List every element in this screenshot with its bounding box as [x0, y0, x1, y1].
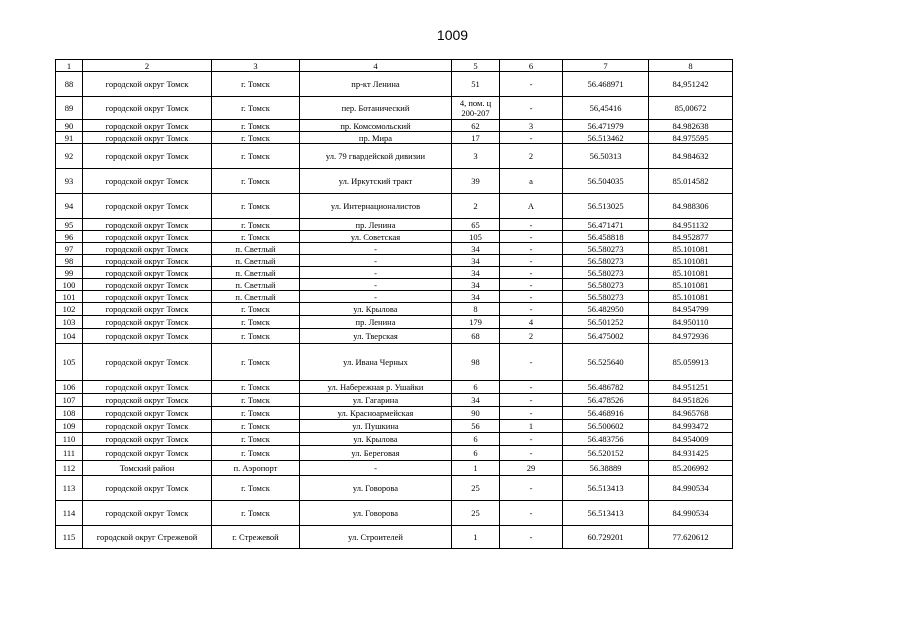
table-row — [56, 169, 733, 194]
table-cell: 108 — [56, 407, 83, 420]
table-row — [56, 291, 733, 303]
table-cell: ул. Красноармейская — [300, 407, 452, 420]
table-cell: г. Томск — [212, 329, 300, 344]
table-cell: 34 — [452, 267, 500, 279]
table-cell: г. Томск — [212, 231, 300, 243]
table-cell: 8 — [452, 303, 500, 316]
table-cell: 34 — [452, 255, 500, 267]
table-cell: ул. Гагарина — [300, 394, 452, 407]
table-cell: 103 — [56, 316, 83, 329]
table-cell: городской округ Томск — [83, 267, 212, 279]
table-cell: г. Томск — [212, 316, 300, 329]
table-cell: - — [500, 255, 563, 267]
table-cell: ул. Говорова — [300, 476, 452, 501]
table-cell: г. Томск — [212, 407, 300, 420]
table-cell: 56.513462 — [563, 132, 649, 144]
table-cell: 56.478526 — [563, 394, 649, 407]
table-cell: 85.014582 — [649, 169, 733, 194]
table-cell: 29 — [500, 461, 563, 476]
table-cell: 104 — [56, 329, 83, 344]
table-cell: п. Светлый — [212, 291, 300, 303]
table-row — [56, 144, 733, 169]
table-cell: - — [500, 279, 563, 291]
address-coordinates-table — [55, 59, 733, 549]
table-cell: г. Томск — [212, 446, 300, 461]
table-cell: 90 — [452, 407, 500, 420]
table-cell: ул. Советская — [300, 231, 452, 243]
table-cell: - — [500, 407, 563, 420]
table-cell: 56.483756 — [563, 433, 649, 446]
table-cell: - — [500, 394, 563, 407]
table-cell: 95 — [56, 219, 83, 231]
table-cell: 84.951251 — [649, 381, 733, 394]
table-cell: городской округ Томск — [83, 194, 212, 219]
table-cell: пр. Мира — [300, 132, 452, 144]
table-cell: 85.101081 — [649, 255, 733, 267]
table-cell: п. Аэропорт — [212, 461, 300, 476]
table-cell: 56.580273 — [563, 267, 649, 279]
table-row — [56, 303, 733, 316]
column-header: 5 — [452, 60, 500, 72]
table-cell: городской округ Томск — [83, 476, 212, 501]
column-header: 6 — [500, 60, 563, 72]
table-row — [56, 446, 733, 461]
table-cell: 84.952877 — [649, 231, 733, 243]
table-cell: городской округ Томск — [83, 303, 212, 316]
table-cell: 34 — [452, 291, 500, 303]
table-cell: - — [300, 461, 452, 476]
table-cell: 62 — [452, 120, 500, 132]
table-row — [56, 279, 733, 291]
table-cell: городской округ Томск — [83, 394, 212, 407]
table-cell: 84.931425 — [649, 446, 733, 461]
table-cell: 56.580273 — [563, 255, 649, 267]
table-cell: 92 — [56, 144, 83, 169]
table-cell: 25 — [452, 501, 500, 526]
table-cell: - — [500, 72, 563, 97]
table-cell: пр. Ленина — [300, 219, 452, 231]
table-cell: - — [500, 132, 563, 144]
table-cell: 56.458818 — [563, 231, 649, 243]
table-cell: - — [500, 526, 563, 549]
table-cell: - — [500, 344, 563, 381]
table-row — [56, 407, 733, 420]
table-row — [56, 316, 733, 329]
table-cell: 102 — [56, 303, 83, 316]
table-cell: 68 — [452, 329, 500, 344]
table-cell: 56.50313 — [563, 144, 649, 169]
table-cell: 112 — [56, 461, 83, 476]
table-row — [56, 194, 733, 219]
table-cell: 84.951826 — [649, 394, 733, 407]
table-cell: городской округ Томск — [83, 446, 212, 461]
table-cell: 1 — [452, 526, 500, 549]
table-cell: - — [500, 291, 563, 303]
table-cell: - — [500, 303, 563, 316]
table-cell: 107 — [56, 394, 83, 407]
table-row — [56, 243, 733, 255]
column-header: 2 — [83, 60, 212, 72]
table-cell: 84.954009 — [649, 433, 733, 446]
table-cell: Томский район — [83, 461, 212, 476]
table-cell: 85.101081 — [649, 291, 733, 303]
table-cell: 84.965768 — [649, 407, 733, 420]
table-cell: 34 — [452, 394, 500, 407]
table-cell: городской округ Томск — [83, 120, 212, 132]
table-cell: 34 — [452, 243, 500, 255]
table-cell: г. Томск — [212, 381, 300, 394]
table-cell: городской округ Томск — [83, 344, 212, 381]
table-cell: - — [300, 267, 452, 279]
table-cell: г. Томск — [212, 120, 300, 132]
table-cell: 99 — [56, 267, 83, 279]
table-cell: 56.468916 — [563, 407, 649, 420]
table-cell: 179 — [452, 316, 500, 329]
table-cell: ул. Говорова — [300, 501, 452, 526]
table-cell: городской округ Томск — [83, 255, 212, 267]
table-cell: - — [500, 243, 563, 255]
table-cell: 89 — [56, 97, 83, 120]
table-cell: 85.101081 — [649, 243, 733, 255]
table-cell: 109 — [56, 420, 83, 433]
table-cell: г. Томск — [212, 394, 300, 407]
table-cell: 85.101081 — [649, 279, 733, 291]
table-cell: 51 — [452, 72, 500, 97]
table-cell: г. Томск — [212, 420, 300, 433]
table-cell: 91 — [56, 132, 83, 144]
table-row — [56, 526, 733, 549]
table-cell: 113 — [56, 476, 83, 501]
table-cell: 84.990534 — [649, 501, 733, 526]
table-cell: п. Светлый — [212, 279, 300, 291]
table-cell: ул. Тверская — [300, 329, 452, 344]
table-cell: 6 — [452, 446, 500, 461]
table-cell: 94 — [56, 194, 83, 219]
table-cell: г. Томск — [212, 501, 300, 526]
table-row — [56, 420, 733, 433]
table-cell: городской округ Томск — [83, 243, 212, 255]
table-cell: 56.475002 — [563, 329, 649, 344]
table-cell: 17 — [452, 132, 500, 144]
table-cell: 56.520152 — [563, 446, 649, 461]
header-row — [56, 60, 733, 72]
table-row — [56, 433, 733, 446]
table-cell: 111 — [56, 446, 83, 461]
table-cell: 84.972936 — [649, 329, 733, 344]
table-cell: 56.513413 — [563, 476, 649, 501]
table-cell: - — [500, 433, 563, 446]
table-cell: - — [500, 501, 563, 526]
table-cell: городской округ Томск — [83, 433, 212, 446]
table-cell: 56.500602 — [563, 420, 649, 433]
table-cell: г. Томск — [212, 476, 300, 501]
table-cell: городской округ Томск — [83, 72, 212, 97]
table-cell: 56.580273 — [563, 243, 649, 255]
table-cell: г. Томск — [212, 169, 300, 194]
table-row — [56, 219, 733, 231]
table-cell: городской округ Томск — [83, 279, 212, 291]
table-cell: 34 — [452, 279, 500, 291]
table-cell: 60.729201 — [563, 526, 649, 549]
table-cell: 98 — [56, 255, 83, 267]
table-row — [56, 476, 733, 501]
table-row — [56, 231, 733, 243]
table-cell: ул. Береговая — [300, 446, 452, 461]
table-cell: городской округ Томск — [83, 169, 212, 194]
column-header: 3 — [212, 60, 300, 72]
table-cell: 84.988306 — [649, 194, 733, 219]
table-cell: пр. Ленина — [300, 316, 452, 329]
table-cell: 97 — [56, 243, 83, 255]
table-cell: ул. 79 гвардейской дивизии — [300, 144, 452, 169]
table-cell: г. Томск — [212, 303, 300, 316]
table-cell: 100 — [56, 279, 83, 291]
table-cell: - — [300, 255, 452, 267]
table-cell: 56.525640 — [563, 344, 649, 381]
table-cell: 56.513413 — [563, 501, 649, 526]
table-cell: г. Томск — [212, 72, 300, 97]
table-cell: ул. Интернационалистов — [300, 194, 452, 219]
table-cell: городской округ Томск — [83, 97, 212, 120]
table-cell: 56.482950 — [563, 303, 649, 316]
table-cell: 56.580273 — [563, 279, 649, 291]
table-row — [56, 97, 733, 120]
table-cell: городской округ Томск — [83, 132, 212, 144]
table-cell: - — [500, 476, 563, 501]
table-cell: г. Томск — [212, 97, 300, 120]
table-cell: 65 — [452, 219, 500, 231]
column-header: 1 — [56, 60, 83, 72]
table-cell: 96 — [56, 231, 83, 243]
table-cell: г. Томск — [212, 344, 300, 381]
table-cell: пр. Комсомольский — [300, 120, 452, 132]
table-cell: городской округ Томск — [83, 231, 212, 243]
table-row — [56, 132, 733, 144]
table-cell: 85,00672 — [649, 97, 733, 120]
table-cell: ул. Крылова — [300, 303, 452, 316]
table-cell: п. Светлый — [212, 255, 300, 267]
table-cell: 4 — [500, 316, 563, 329]
table-row — [56, 501, 733, 526]
table-cell: городской округ Томск — [83, 219, 212, 231]
table-cell: - — [500, 267, 563, 279]
table-row — [56, 267, 733, 279]
table-cell: 2 — [452, 194, 500, 219]
table-cell: 84.975595 — [649, 132, 733, 144]
table-cell: 3 — [452, 144, 500, 169]
table-cell: городской округ Томск — [83, 420, 212, 433]
table-cell: 93 — [56, 169, 83, 194]
table-cell: городской округ Томск — [83, 381, 212, 394]
table-cell: 105 — [56, 344, 83, 381]
table-cell: городской округ Томск — [83, 144, 212, 169]
table-cell: 106 — [56, 381, 83, 394]
table-cell: 2 — [500, 144, 563, 169]
table-cell: пер. Ботанический — [300, 97, 452, 120]
table-cell: А — [500, 194, 563, 219]
table-cell: 85.101081 — [649, 267, 733, 279]
table-cell: 6 — [452, 433, 500, 446]
table-cell: ул. Ивана Черных — [300, 344, 452, 381]
page-number: 1009 — [436, 27, 469, 43]
table-cell: 115 — [56, 526, 83, 549]
table-cell: - — [300, 291, 452, 303]
table-cell: 84.993472 — [649, 420, 733, 433]
table-row — [56, 394, 733, 407]
table-cell: 101 — [56, 291, 83, 303]
table-cell: г. Стрежевой — [212, 526, 300, 549]
table-cell: 56,45416 — [563, 97, 649, 120]
column-header: 8 — [649, 60, 733, 72]
table-cell: 114 — [56, 501, 83, 526]
table-cell: - — [500, 231, 563, 243]
table-cell: 56.486782 — [563, 381, 649, 394]
table-cell: 39 — [452, 169, 500, 194]
table-cell: - — [300, 243, 452, 255]
table-cell: ул. Строителей — [300, 526, 452, 549]
table-cell: 56.501252 — [563, 316, 649, 329]
table-cell: п. Светлый — [212, 243, 300, 255]
table-cell: городской округ Томск — [83, 291, 212, 303]
table-cell: 56.580273 — [563, 291, 649, 303]
table-cell: 1 — [452, 461, 500, 476]
table-cell: 88 — [56, 72, 83, 97]
table-cell: ул. Крылова — [300, 433, 452, 446]
table-cell: городской округ Томск — [83, 316, 212, 329]
table-cell: - — [500, 446, 563, 461]
table-cell: ул. Набережная р. Ушайки — [300, 381, 452, 394]
table-cell: 77.620612 — [649, 526, 733, 549]
table-cell: 110 — [56, 433, 83, 446]
column-header: 7 — [563, 60, 649, 72]
column-header: 4 — [300, 60, 452, 72]
table-cell: 84.984632 — [649, 144, 733, 169]
table-cell: 1 — [500, 420, 563, 433]
table-cell: 56.471979 — [563, 120, 649, 132]
table-cell: - — [500, 219, 563, 231]
table-cell: 84,951242 — [649, 72, 733, 97]
table-cell: г. Томск — [212, 144, 300, 169]
table-cell: - — [300, 279, 452, 291]
table-cell: 84.951132 — [649, 219, 733, 231]
table-cell: 56.504035 — [563, 169, 649, 194]
table-cell: 3 — [500, 120, 563, 132]
table-cell: 84.982638 — [649, 120, 733, 132]
table-cell: городской округ Томск — [83, 501, 212, 526]
table-cell: 6 — [452, 381, 500, 394]
table-cell: 56 — [452, 420, 500, 433]
table-cell: 98 — [452, 344, 500, 381]
table-cell: - — [500, 381, 563, 394]
table-cell: 56.38889 — [563, 461, 649, 476]
table-cell: 105 — [452, 231, 500, 243]
table-cell: 2 — [500, 329, 563, 344]
table-cell: 56.513025 — [563, 194, 649, 219]
table-cell: г. Томск — [212, 132, 300, 144]
table-cell: - — [500, 97, 563, 120]
table-cell: 84.950110 — [649, 316, 733, 329]
table-cell: городской округ Томск — [83, 407, 212, 420]
table-cell: г. Томск — [212, 219, 300, 231]
table-cell: 85.059913 — [649, 344, 733, 381]
table-cell: городской округ Томск — [83, 329, 212, 344]
table-row — [56, 120, 733, 132]
table-cell: 25 — [452, 476, 500, 501]
table-row — [56, 255, 733, 267]
table-cell: городской округ Стрежевой — [83, 526, 212, 549]
table-cell: 84.990534 — [649, 476, 733, 501]
table-cell: 56.468971 — [563, 72, 649, 97]
table-row — [56, 329, 733, 344]
table-row — [56, 72, 733, 97]
table-cell: 90 — [56, 120, 83, 132]
table-row — [56, 461, 733, 476]
table-cell: 4, пом. ц 200-207 — [452, 97, 500, 120]
table-cell: ул. Пушкина — [300, 420, 452, 433]
table-row — [56, 344, 733, 381]
table-cell: 84.954799 — [649, 303, 733, 316]
table-cell: 56.471471 — [563, 219, 649, 231]
table-cell: ул. Иркутский тракт — [300, 169, 452, 194]
table-cell: п. Светлый — [212, 267, 300, 279]
table-cell: 85.206992 — [649, 461, 733, 476]
table-row — [56, 381, 733, 394]
table-cell: а — [500, 169, 563, 194]
table-cell: пр-кт Ленина — [300, 72, 452, 97]
table-cell: г. Томск — [212, 433, 300, 446]
table-cell: г. Томск — [212, 194, 300, 219]
